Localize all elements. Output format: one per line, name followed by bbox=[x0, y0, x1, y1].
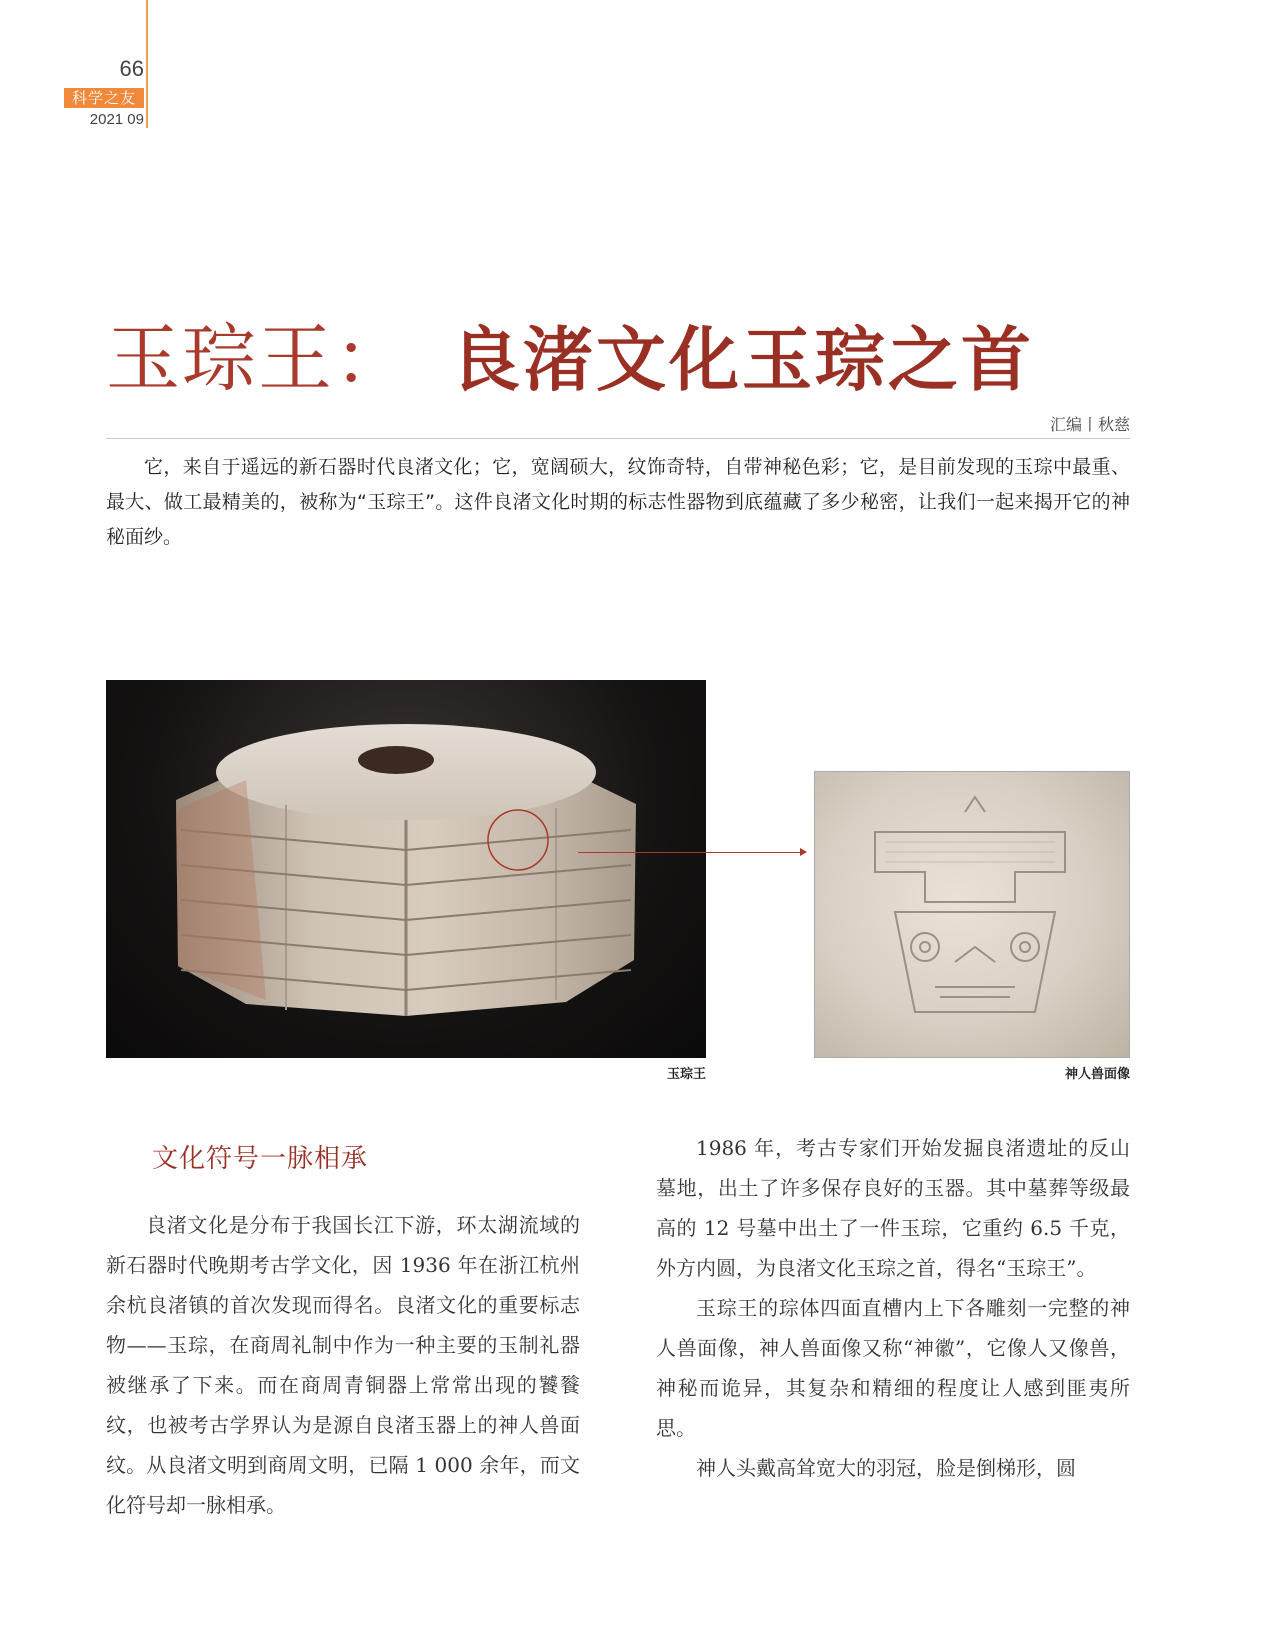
caption-main-photo: 玉琮王 bbox=[666, 1067, 706, 1082]
page-number: 66 bbox=[119, 56, 144, 81]
detail-pointer-line bbox=[578, 852, 804, 853]
left-column bbox=[106, 1205, 580, 1525]
detail-pointer-arrow bbox=[800, 848, 807, 856]
left-paragraph-1: 良渚文化是分布于我国长江下游，环太湖流域的新石器时代晚期考古学文化，因 1936 年在浙江杭州余杭良渚镇的首次发现而得名。良渚文化的重要标志物——玉琮，在商周礼制中作为一种主要的玉制礼器被继承了下来。而在商周青铜器上常常出现的饕餮纹，也被考古学界认为是源自良渚玉器上的神人兽面纹。从良渚文明到商周文明，已隔 1 000 余年，而文化符号却一脉相承。 bbox=[106, 1213, 580, 1517]
right-column bbox=[656, 1128, 1130, 1488]
caption-detail-photo: 神人兽面像 bbox=[1064, 1067, 1130, 1082]
deity-face-photo bbox=[814, 771, 1130, 1058]
article-title bbox=[106, 300, 1034, 402]
title-bold: 良渚文化玉琮之首 bbox=[450, 319, 1034, 401]
jade-cong-photo bbox=[106, 680, 706, 1058]
intro-paragraph: 它，来自于遥远的新石器时代良渚文化；它，宽阔硕大，纹饰奇特，自带神秘色彩；它，是目前发现的玉琮中最重、最大、做工最精美的，被称为“玉琮王”。这件良渚文化时期的标志性器物到底蕴藏了多少秘密，让我们一起来揭开它的神秘面纱。 bbox=[106, 456, 1130, 548]
right-paragraph-3: 神人头戴高耸宽大的羽冠，脸是倒梯形，圆 bbox=[696, 1456, 1076, 1480]
magazine-name-badge: 科学之友 bbox=[64, 88, 144, 108]
deity-face-illustration bbox=[815, 772, 1129, 1057]
section-heading: 文化符号一脉相承 bbox=[152, 1144, 369, 1174]
title-light: 玉琮王： bbox=[106, 316, 410, 402]
right-paragraph-1: 1986 年，考古专家们开始发掘良渚遗址的反山墓地，出土了许多保存良好的玉器。其中墓葬等级最高的 12 号墓中出土了一件玉琮，它重约 6.5 千克，外方内圆，为良渚文化玉琮之首，得名“玉琮王”。 bbox=[656, 1136, 1130, 1280]
header-rule bbox=[106, 438, 1130, 439]
right-paragraph-2: 玉琮王的琮体四面直槽内上下各雕刻一完整的神人兽面像，神人兽面像又称“神徽”，它像人又像兽，神秘而诡异，其复杂和精细的程度让人感到匪夷所思。 bbox=[656, 1296, 1130, 1440]
jade-cong-illustration bbox=[106, 680, 706, 1058]
header-divider-line bbox=[146, 0, 148, 128]
issue-date: 2021 09 bbox=[89, 111, 144, 128]
byline: 汇编丨秋慈 bbox=[1049, 415, 1130, 434]
